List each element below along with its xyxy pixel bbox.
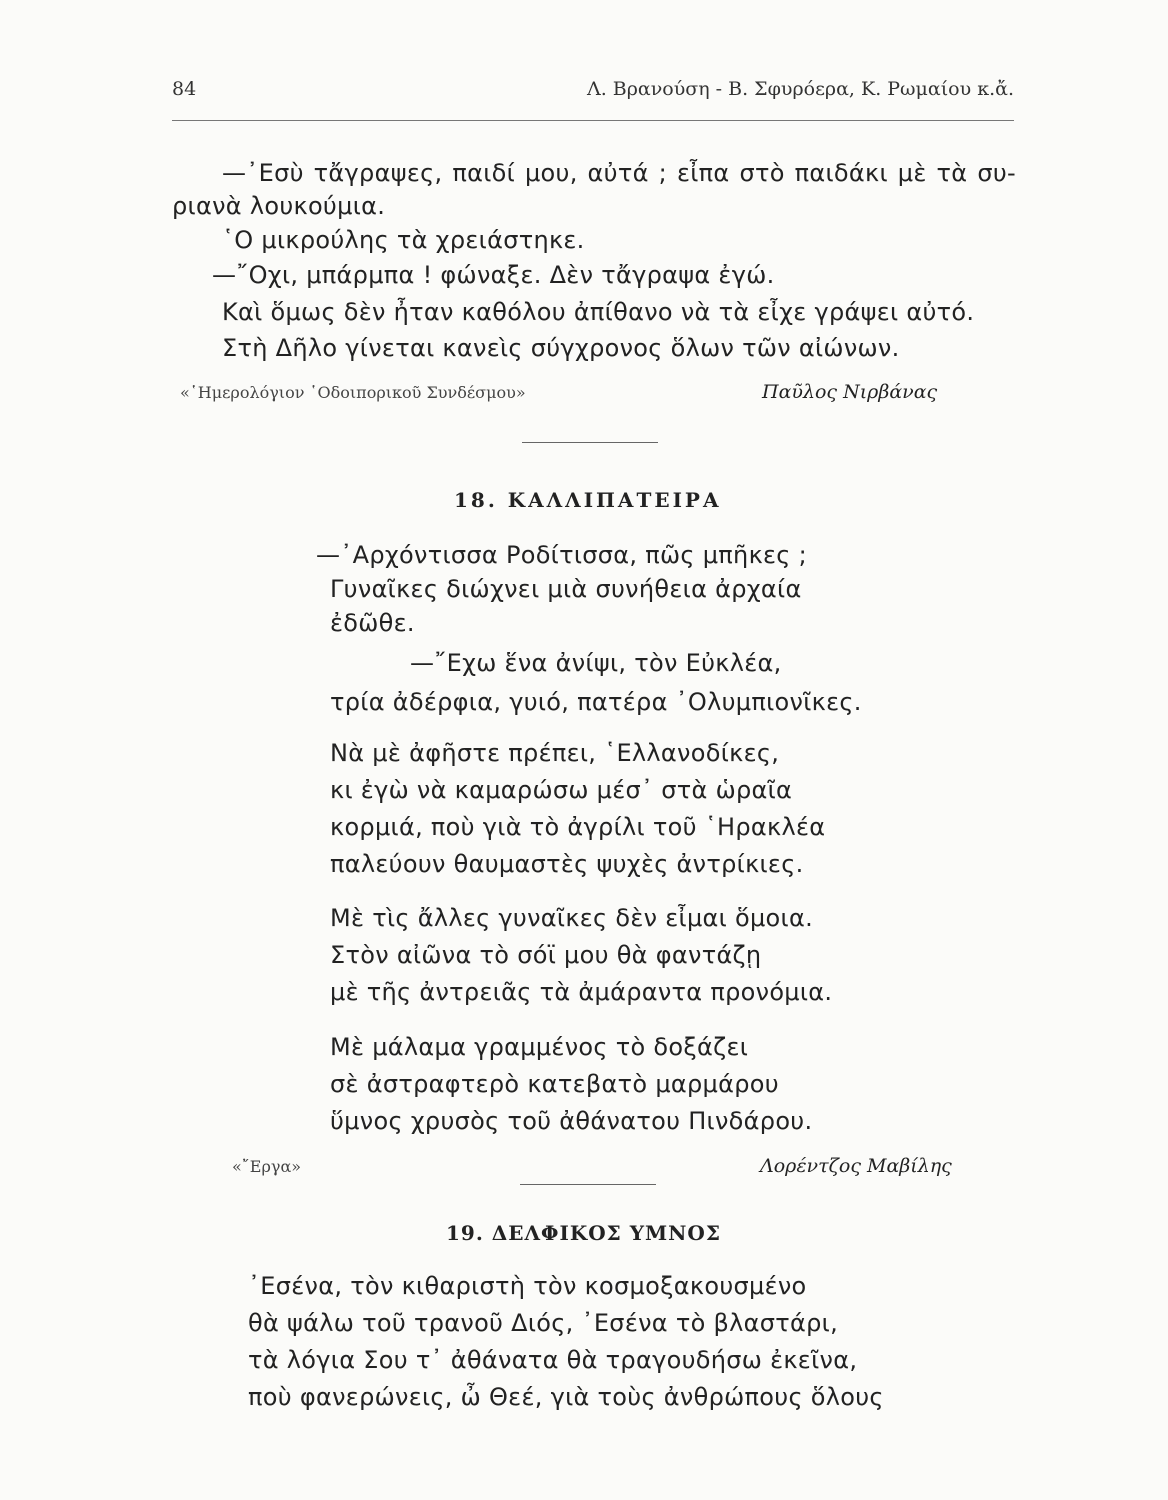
poem-line: Μὲ τὶς ἄλλες γυναῖκες δὲν εἶμαι ὅμοια.	[330, 904, 814, 932]
poem-line: —῎Εχω ἕνα ἀνίψι, τὸν Εὐκλέα,	[410, 649, 782, 677]
poem-line: κι ἐγὼ νὰ καμαρώσω μέσ᾿ στὰ ὡραῖα	[330, 776, 793, 804]
section-separator	[520, 1184, 656, 1185]
poem-line: Μὲ μάλαμα γραμμένος τὸ δοξάζει	[330, 1033, 749, 1061]
poem-line: παλεύουν θαυμαστὲς ψυχὲς ἀντρίκιες.	[330, 850, 804, 878]
poem-line: Στὸν αἰῶνα τὸ σόϊ μου θὰ φαντάζῃ	[330, 941, 762, 969]
poem-line: θὰ ψάλω τοῦ τρανοῦ Διός, ᾿Εσένα τὸ βλαστάρι,	[248, 1309, 839, 1337]
poem-line: Νὰ μὲ ἀφῆστε πρέπει, ῾Ελλανοδίκες,	[330, 739, 780, 767]
page-number: 84	[172, 78, 197, 100]
prose-line: —᾿Εσὺ τἄγραψες, παιδί μου, αὐτά ; εἶπα στὸ παιδάκι μὲ τὰ συ-	[222, 159, 1016, 187]
poem-19-title: 19. ΔΕΛΦΙΚΟΣ ΥΜΝΟΣ	[446, 1221, 721, 1245]
poem-line: κορμιά, ποὺ γιὰ τὸ ἀγρίλι τοῦ ῾Ηρακλέα	[330, 813, 826, 841]
prose-line: —῎Οχι, μπάρμπα ! φώναξε. Δὲν τἄγραψα ἐγώ.	[212, 261, 775, 289]
poem-line: σὲ ἀστραφτερὸ κατεβατὸ μαρμάρου	[330, 1070, 779, 1098]
prose-line: Καὶ ὅμως δὲν ἦταν καθόλου ἀπίθανο νὰ τὰ εἶχε γράψει αὐτό.	[222, 298, 975, 326]
prose-line: Στὴ Δῆλο γίνεται κανεὶς σύγχρονος ὅλων τῶν αἰώνων.	[222, 334, 900, 362]
page-header	[172, 78, 1014, 108]
poem-line: ᾿Εσένα, τὸν κιθαριστὴ τὸν κοσμοξακουσμένο	[248, 1272, 807, 1300]
prose-source: «῾Ημερολόγιον ῾Οδοιπορικοῦ Συνδέσμου»	[180, 383, 526, 402]
poem-line: —᾿Αρχόντισσα Ροδίτισσα, πῶς μπῆκες ;	[316, 541, 807, 569]
section-separator	[522, 442, 658, 443]
poem-18-title: 18. ΚΑΛΛΙΠΑΤΕΙΡΑ	[454, 488, 722, 512]
header-rule	[172, 120, 1014, 121]
prose-author: Παῦλος Νιρβάνας	[762, 381, 938, 403]
poem-line: τρία ἀδέρφια, γυιό, πατέρα ᾿Ολυμπιονῖκες.	[330, 688, 862, 716]
poem-line: Γυναῖκες διώχνει μιὰ συνήθεια ἀρχαία	[330, 575, 802, 603]
poem-line: ὕμνος χρυσὸς τοῦ ἀθάνατου Πινδάρου.	[330, 1107, 813, 1135]
poem-line: τὰ λόγια Σου τ᾿ ἀθάνατα θὰ τραγουδήσω ἐκεῖνα,	[248, 1346, 858, 1374]
poem-18-source: «῎Εργα»	[232, 1157, 302, 1176]
prose-line: ῾Ο μικρούλης τὰ χρειάστηκε.	[222, 226, 585, 254]
poem-line: ποὺ φανερώνεις, ὦ Θεέ, γιὰ τοὺς ἀνθρώπους ὅλους	[248, 1383, 884, 1411]
running-title: Λ. Βρανούση - Β. Σφυρόερα, Κ. Ρωμαίου κ.ἄ.	[586, 78, 1014, 100]
poem-line: ἐδῶθε.	[330, 609, 415, 637]
prose-line: ριανὰ λουκούμια.	[172, 192, 386, 220]
poem-line: μὲ τῆς ἀντρειᾶς τὰ ἀμάραντα προνόμια.	[330, 978, 833, 1006]
poem-18-author: Λορέντζος Μαβίλης	[760, 1155, 952, 1177]
